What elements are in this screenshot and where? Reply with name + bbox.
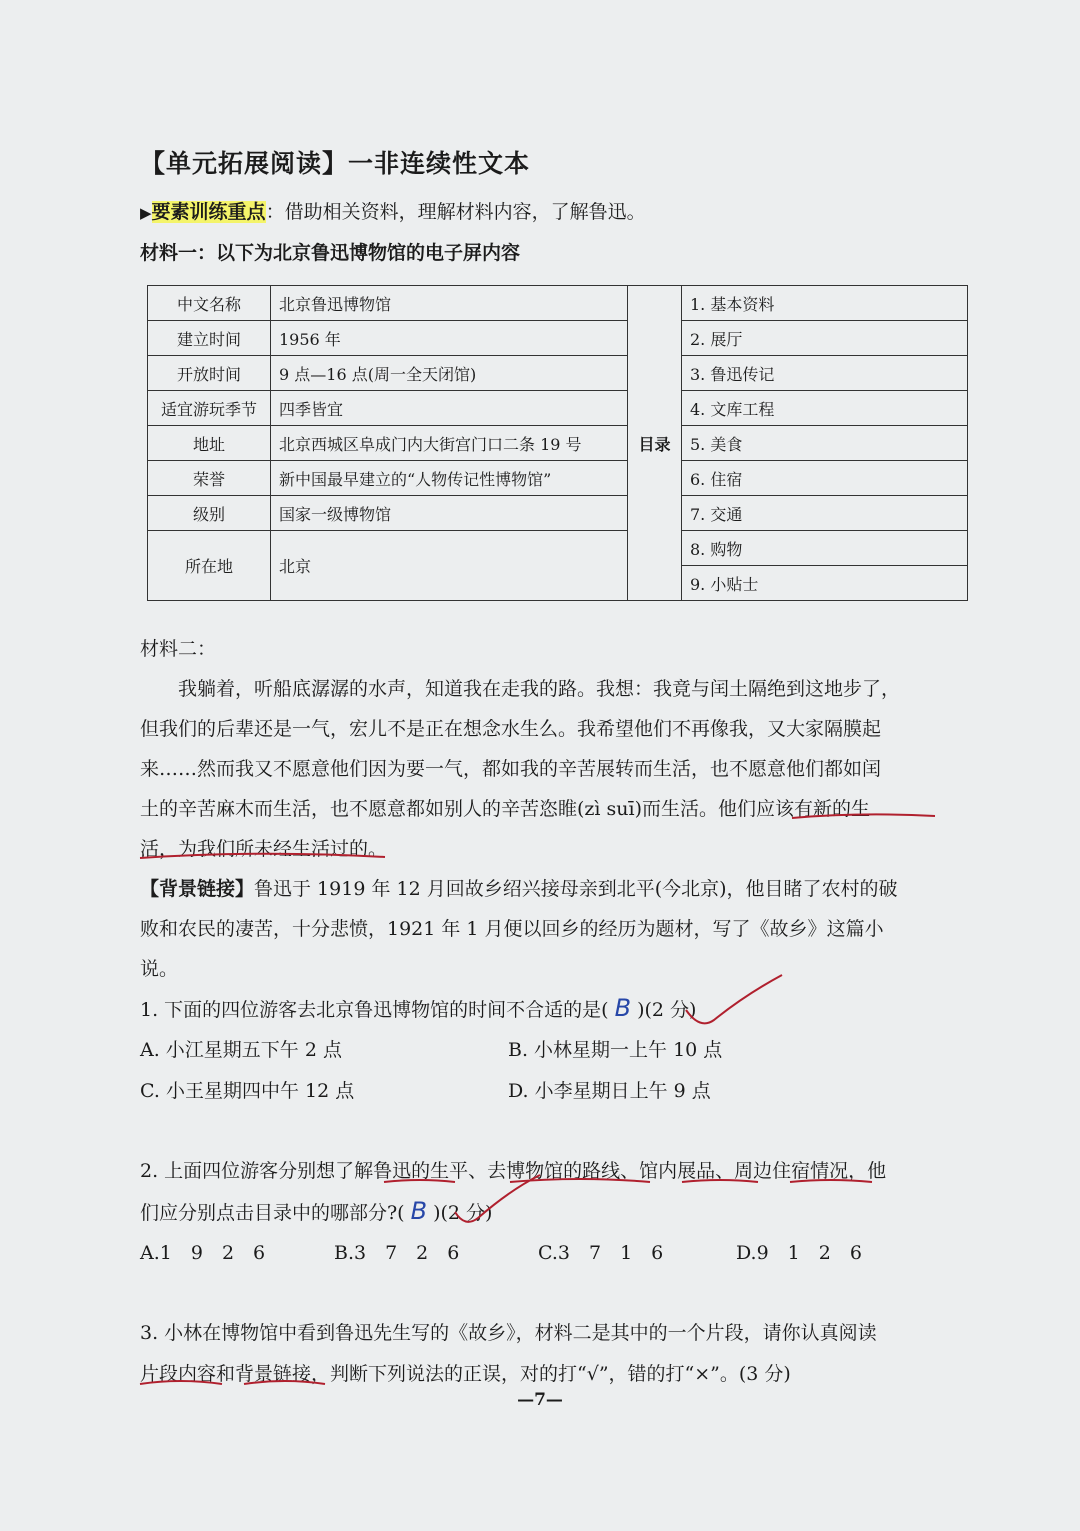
table-row [148,391,968,426]
q2-option: B.3 7 2 6 [334,1242,460,1264]
directory-item: 1. 基本资料 [682,286,968,321]
q1-handwritten-answer: B [614,994,632,1022]
table-value: 国家一级博物馆 [271,496,628,531]
table-value: 北京鲁迅博物馆 [271,286,628,321]
unit-title: 【单元拓展阅读】一非连续性文本 [140,149,531,178]
material2-line: 土的辛苦麻木而生活，也不愿意都如别人的辛苦恣睢(zì suī)而生活。他们应该有新的生 [140,798,871,820]
directory-item: 9. 小贴士 [682,566,968,601]
table-value: 新中国最早建立的“人物传记性博物馆” [271,461,628,496]
table-value: 9 点—16 点(周一全天闭馆) [271,356,628,391]
museum-info-table [147,285,968,601]
table-key: 中文名称 [148,286,271,321]
directory-item: 6. 住宿 [682,461,968,496]
question-3-stem-line2: 片段内容和背景链接，判断下列说法的正误，对的打“√”，错的打“×”。(3 分) [140,1363,791,1385]
q1-stem-before: 1. 下面的四位游客去北京鲁迅博物馆的时间不合适的是( [140,999,609,1021]
ink-checkmark [686,975,782,1023]
table-row [148,426,968,461]
table-key: 所在地 [148,531,271,601]
q2-stem-after: )(2 分) [433,1202,493,1224]
directory-item: 2. 展厅 [682,321,968,356]
background-line: 败和农民的凄苦，十分悲愤，1921 年 1 月便以回乡的经历为题材，写了《故乡》这篇小 [140,918,884,940]
material2-heading: 材料二： [140,638,217,660]
directory-item: 4. 文库工程 [682,391,968,426]
table-key: 建立时间 [148,321,271,356]
material2-line: 我躺着，听船底潺潺的水声，知道我在走我的路。我想：我竟与闰土隔绝到这地步了， [140,678,901,700]
table-value: 1956 年 [271,321,628,356]
background-label: 【背景链接】 [140,878,255,900]
q1-option: D. 小李星期日上午 9 点 [508,1080,711,1102]
table-key: 级别 [148,496,271,531]
table-row [148,531,968,566]
q2-option: C.3 7 1 6 [538,1242,664,1264]
q2-stem-before: 们应分别点击目录中的哪部分?( [140,1202,405,1224]
q2-option: A.1 9 2 6 [140,1242,266,1264]
table-key: 开放时间 [148,356,271,391]
material2-line: 活，为我们所未经生活过的。 [140,838,388,860]
material2-line: 来……然而我又不愿意他们因为要一气，都如我的辛苦展转而生活，也不愿意他们都如闰 [140,758,882,780]
focus-text: ：借助相关资料，理解材料内容，了解鲁迅。 [265,201,646,223]
table-row [148,496,968,531]
q2-option: D.9 1 2 6 [736,1242,862,1264]
triangle-arrow-icon: ▶ [140,204,152,222]
question-2-stem-line2 [140,1197,492,1225]
q1-option: B. 小林星期一上午 10 点 [508,1039,723,1061]
q1-option: A. 小江星期五下午 2 点 [140,1039,342,1061]
directory-label: 目录 [628,286,682,601]
q1-stem-after: )(2 分) [637,999,697,1021]
material1-heading: 材料一：以下为北京鲁迅博物馆的电子屏内容 [140,242,521,264]
page-number: —7— [517,1390,563,1410]
table-value: 北京西城区阜成门内大街宫门口二条 19 号 [271,426,628,461]
question-3-stem: 3. 小林在博物馆中看到鲁迅先生写的《故乡》，材料二是其中的一个片段，请你认真阅读 [140,1322,877,1344]
table-value: 北京 [271,531,628,601]
q1-option: C. 小王星期四中午 12 点 [140,1080,355,1102]
material2-line: 但我们的后辈还是一气，宏儿不是正在想念水生么。我希望他们不再像我，又大家隔膜起 [140,718,882,740]
background-line: 说。 [140,958,179,980]
table-row [148,461,968,496]
background-line [140,874,898,901]
q2-handwritten-answer: B [410,1197,428,1225]
question-1-stem [140,994,696,1022]
question-2-stem: 2. 上面四位游客分别想了解鲁迅的生平、去博物馆的路线、馆内展品、周边住宿情况，他 [140,1160,887,1182]
focus-line [140,197,646,224]
focus-label: 要素训练重点 [151,201,266,223]
table-value: 四季皆宜 [271,391,628,426]
table-key: 荣誉 [148,461,271,496]
directory-item: 7. 交通 [682,496,968,531]
directory-item: 3. 鲁迅传记 [682,356,968,391]
table-row [148,286,968,321]
directory-item: 5. 美食 [682,426,968,461]
table-row [148,356,968,391]
background-text: 鲁迅于 1919 年 12 月回故乡绍兴接母亲到北平(今北京)，他目睹了农村的破 [254,878,898,900]
table-key: 适宜游玩季节 [148,391,271,426]
table-row [148,321,968,356]
directory-item: 8. 购物 [682,531,968,566]
table-key: 地址 [148,426,271,461]
